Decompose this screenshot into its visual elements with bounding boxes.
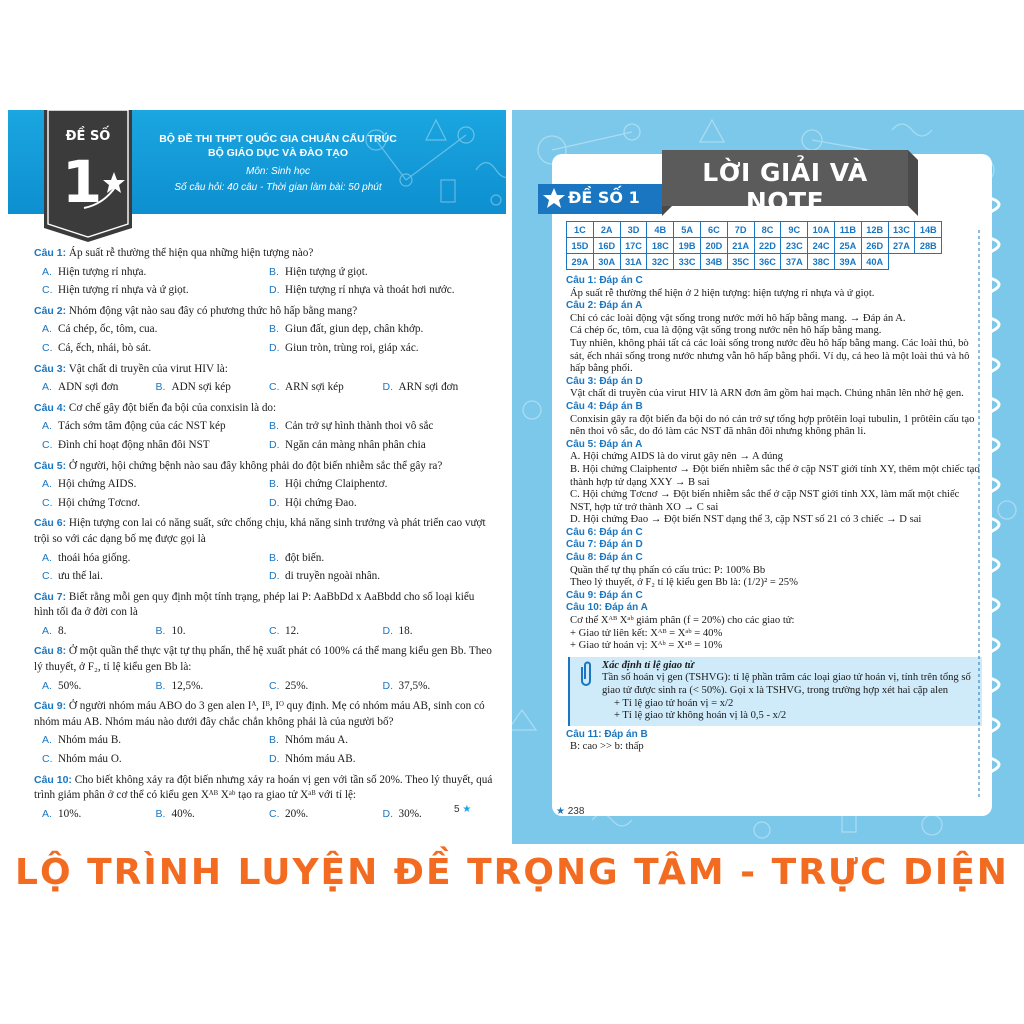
option-letter: C.: [42, 496, 53, 509]
option-letter: B.: [269, 551, 279, 564]
option-text: ARN sợi kép: [285, 381, 344, 394]
answer-option: [42, 283, 269, 299]
option-group: [34, 380, 496, 399]
option-letter: D.: [382, 679, 393, 692]
option-text: 40%.: [171, 807, 195, 820]
answer-cell: 35C: [727, 254, 754, 270]
option-letter: B.: [155, 807, 166, 820]
option-letter: C.: [42, 438, 53, 451]
option-letter: D.: [269, 753, 280, 766]
solution-line: B. Hội chứng Claiphentơ → Đột biến nhiễm sắc thể ở cặp NST giới tính XY, thêm một chiếc tạo thành hợp tử dạng XXY → B sai: [570, 463, 980, 488]
answer-cell: 29A: [567, 254, 594, 270]
answer-option: [383, 380, 497, 396]
question-item: [34, 362, 496, 399]
question-label: Câu 4:: [34, 401, 67, 414]
option-letter: A.: [42, 624, 52, 637]
question-item: [34, 246, 496, 302]
question-body: Hiện tượng con lai có năng suất, sức chống chịu, khả năng sinh trưởng và phát triển cao vượt trội so với các dạng bố mẹ được gọi là: [34, 517, 486, 545]
answer-cell: 20D: [700, 238, 727, 254]
answer-option: [269, 419, 496, 435]
question-label: Câu 1:: [34, 247, 67, 259]
question-label: Câu 2:: [34, 304, 67, 317]
answer-option: [269, 341, 496, 357]
answer-row: [567, 238, 942, 254]
solution-heading: Câu 2: Đáp án A: [566, 300, 643, 312]
option-text: ưu thế lai.: [58, 570, 103, 583]
solution-body: [566, 565, 982, 590]
question-body: Vật chất di truyền của virut HIV là:: [68, 362, 228, 375]
option-text: Cá, ếch, nhái, bò sát.: [58, 341, 152, 354]
answer-option: [42, 265, 269, 281]
option-text: 12.: [285, 624, 299, 637]
option-text: Hội chứng Claiphentơ.: [285, 478, 388, 491]
star-icon: ★: [462, 804, 472, 815]
right-page-number-text: 238: [567, 806, 585, 817]
option-letter: B.: [269, 734, 279, 747]
right-page-number: [556, 806, 584, 817]
left-page: [8, 110, 506, 832]
option-letter: A.: [42, 679, 52, 692]
option-letter: B.: [155, 679, 166, 692]
option-letter: D.: [269, 496, 280, 509]
question-body: Áp suất rễ thường thể hiện qua những hiện tượng nào?: [68, 247, 314, 259]
question-item: [34, 590, 496, 643]
option-text: Nhóm máu A.: [285, 734, 349, 747]
answer-option: [383, 679, 497, 695]
answer-cell: 13C: [888, 222, 915, 238]
option-text: Ngăn cản màng nhân phân chia: [285, 438, 426, 451]
answer-option: [269, 733, 496, 749]
option-group: [34, 419, 496, 456]
solution-heading: Câu 1: Đáp án C: [566, 275, 643, 286]
answer-option: [42, 419, 269, 435]
solution-line: Chỉ có các loài động vật sống trong nước mới hô hấp bằng mang. → Đáp án A.: [570, 312, 906, 324]
question-item: [34, 304, 496, 360]
paperclip-icon: [576, 661, 596, 689]
solution-heading: Câu 10: Đáp án A: [566, 602, 648, 614]
question-label: Câu 5:: [34, 459, 67, 472]
option-text: 10.: [171, 624, 186, 637]
answer-option: [269, 551, 496, 567]
option-letter: A.: [42, 323, 52, 336]
solution-heading: Câu 9: Đáp án C: [566, 589, 643, 601]
question-body: Ở người nhóm máu ABO do 3 gen alen Iᴬ, Iᴮ, Iᴼ quy định. Mẹ có nhóm máu AB, sinh con có nhóm máu AB. Nhóm máu nào dưới đây chắc chắn không phải là của người bố?: [34, 700, 485, 728]
answer-cell: 36C: [754, 254, 781, 270]
option-letter: A.: [42, 478, 52, 491]
question-text: [34, 644, 496, 675]
option-text: 12,5%.: [171, 679, 204, 692]
note-title: Xác định tỉ lệ giao tử: [602, 659, 694, 671]
answer-option: [156, 624, 270, 640]
answer-cell: 3D: [620, 222, 647, 238]
answer-cell: 19B: [674, 238, 701, 254]
option-text: Hội chứng Đao.: [285, 496, 357, 509]
answer-cell: 39A: [834, 254, 861, 270]
option-text: Hội chứng AIDS.: [58, 478, 137, 491]
option-text: 20%.: [285, 807, 309, 820]
solution-line: Vật chất di truyền của virut HIV là ARN đơn âm gồm hai mạch. Chúng nhân lên nhờ hệ gen.: [570, 388, 964, 400]
solution-heading: Câu 7: Đáp án D: [566, 539, 643, 551]
answer-cell: 30A: [593, 254, 620, 270]
option-text: 30%.: [398, 807, 422, 820]
option-text: 18.: [398, 624, 413, 637]
option-text: ADN sợi kép: [171, 381, 231, 394]
question-item: [34, 459, 496, 515]
solution-line: Áp suất rễ thường thể hiện ở 2 hiện tượng: hiện tượng rỉ nhựa và ứ giọt.: [570, 287, 875, 299]
option-text: ARN sợi đơn: [398, 381, 459, 394]
option-letter: C.: [42, 284, 53, 297]
option-text: Hội chứng Tơcnơ.: [58, 496, 141, 509]
solution-line: Quần thể tự thụ phấn có cấu trúc: P: 100% Bb: [570, 564, 766, 576]
question-label: Câu 10:: [34, 773, 72, 786]
answer-option: [269, 477, 496, 493]
question-body: Cơ chế gây đột biến đa bội của conxisin là do:: [68, 401, 277, 414]
answer-option: [42, 322, 269, 338]
question-body: Biết rằng mỗi gen quy định một tính trạng, phép lai P: AaBbDd x AaBbdd cho số loại kiểu hình tối đa ở đời con là: [34, 590, 475, 619]
option-text: Nhóm máu AB.: [285, 753, 356, 766]
answer-option: [42, 807, 156, 823]
option-letter: C.: [42, 570, 53, 583]
option-text: đột biến.: [285, 551, 325, 564]
answer-option: [42, 624, 156, 640]
answer-option: [42, 752, 269, 768]
option-letter: B.: [155, 381, 166, 394]
option-letter: A.: [42, 265, 52, 278]
solution-heading: Câu 4: Đáp án B: [566, 400, 643, 412]
option-letter: A.: [42, 734, 52, 747]
answer-cell: 15D: [567, 238, 594, 254]
question-text: [34, 590, 496, 621]
answer-option: [42, 551, 269, 567]
header-info: Số câu hỏi: 40 câu - Thời gian làm bài: 50 phút: [174, 182, 382, 193]
solution-heading: Câu 3: Đáp án D: [566, 375, 643, 387]
answer-row: [567, 222, 942, 238]
answer-cell: 28B: [915, 238, 942, 254]
option-letter: A.: [42, 807, 52, 820]
option-letter: D.: [269, 438, 280, 451]
option-text: Hiện tượng rỉ nhựa.: [58, 265, 147, 278]
answer-cell: 26D: [861, 238, 888, 254]
answer-cell: 22D: [754, 238, 781, 254]
option-text: Giun tròn, trùng roi, giáp xác.: [285, 341, 419, 354]
answer-option: [156, 380, 270, 396]
footer-slogan: LỘ TRÌNH LUYỆN ĐỀ TRỌNG TÂM - TRỰC DIỆN: [15, 852, 1009, 893]
solution-line: B: cao >> b: thấp: [570, 741, 644, 753]
solution-line: Cơ thể Xᴬᴮ Xᵃᵇ giảm phân (f = 20%) cho các giao tử:: [570, 615, 795, 627]
answer-option: [156, 679, 270, 695]
star-icon: ★: [556, 806, 565, 817]
solution-line: Conxisin gây ra đột biến đa bội do nó cản trở sự tổng hợp prôtêin loại tubulin, 1 prôtêin cấu tạo nên thoi vô sắc, do đó làm các NST đã nhân đôi nhưng không phân li.: [570, 413, 975, 438]
option-letter: D.: [269, 341, 280, 354]
option-text: Đình chỉ hoạt động nhân đôi NST: [58, 438, 210, 451]
solution-heading: Câu 11: Đáp án B: [566, 728, 648, 740]
answer-option: [42, 733, 269, 749]
option-letter: A.: [42, 420, 52, 433]
answer-option: [269, 496, 496, 512]
question-body: Nhóm động vật nào sau đây có phương thức hô hấp bằng mang?: [68, 304, 358, 317]
question-item: [34, 401, 496, 457]
answer-cell: 25A: [834, 238, 861, 254]
solution-line: Cá chép ốc, tôm, cua là động vật sống trong nước nên hô hấp bằng mang.: [570, 325, 882, 337]
option-letter: D.: [382, 624, 393, 637]
answer-cell: 27A: [888, 238, 915, 254]
solution-list: [566, 275, 982, 754]
header-line-1: BỘ ĐỀ THI THPT QUỐC GIA CHUẨN CẤU TRÚC: [159, 133, 397, 145]
answer-cell: 8C: [754, 222, 781, 238]
option-group: [34, 807, 496, 826]
answer-key-table: [566, 221, 942, 270]
answer-cell: 40A: [861, 254, 888, 270]
question-label: Câu 3:: [34, 362, 67, 375]
option-group: [34, 322, 496, 359]
answer-option: [42, 496, 269, 512]
solution-body: [566, 414, 982, 439]
exam-number-badge: [44, 110, 132, 242]
option-letter: A.: [42, 551, 52, 564]
answer-cell: 10A: [808, 222, 835, 238]
option-letter: D.: [269, 284, 280, 297]
answer-cell: 31A: [620, 254, 647, 270]
option-text: ADN sợi đơn: [58, 381, 119, 394]
solution-heading: Câu 5: Đáp án A: [566, 438, 643, 450]
option-letter: B.: [269, 478, 279, 491]
answer-cell: 21A: [727, 238, 754, 254]
note-line: + Tỉ lệ giao tử hoán vị = x/2: [614, 697, 734, 709]
solution-title: LỜI GIẢI VÀ NOTE: [702, 158, 868, 216]
solution-heading: Câu 8: Đáp án C: [566, 552, 643, 564]
question-text: [34, 773, 496, 804]
question-text: [34, 516, 496, 547]
answer-option: [269, 752, 496, 768]
option-letter: C.: [42, 753, 53, 766]
question-text: [34, 459, 496, 475]
question-item: [34, 516, 496, 587]
question-label: Câu 7:: [34, 590, 67, 603]
answer-option: [42, 679, 156, 695]
answer-option: [269, 265, 496, 281]
answer-cell: 37A: [781, 254, 808, 270]
right-page: [512, 110, 1024, 844]
answer-option: [42, 380, 156, 396]
option-letter: B.: [269, 420, 279, 433]
option-text: di truyền ngoài nhân.: [285, 570, 381, 583]
answer-cell: 12B: [861, 222, 888, 238]
answer-cell: 16D: [593, 238, 620, 254]
option-text: 37,5%.: [398, 679, 431, 692]
answer-cell: 38C: [808, 254, 835, 270]
option-group: [34, 679, 496, 698]
question-text: [34, 401, 496, 417]
question-label: Câu 9:: [34, 700, 67, 713]
answer-option: [269, 807, 383, 823]
option-letter: A.: [42, 381, 52, 394]
option-group: [34, 265, 496, 302]
option-letter: B.: [269, 323, 279, 336]
solution-line: C. Hội chứng Tơcnơ → Đột biến nhiễm sắc thể ở cặp NST giới tính XX, làm mất một chiếc NST, hợp tử trở thành XO → C sai: [570, 489, 960, 513]
option-letter: C.: [269, 624, 280, 637]
answer-cell: 17C: [620, 238, 647, 254]
answer-cell: 1C: [567, 222, 594, 238]
answer-option: [383, 624, 497, 640]
option-text: 8.: [58, 624, 67, 637]
answer-cell: 2A: [593, 222, 620, 238]
solution-line: A. Hội chứng AIDS là do virut gây nên → A đúng: [570, 451, 783, 463]
note-box: [568, 657, 982, 726]
answer-cell: 23C: [781, 238, 808, 254]
answer-option: [42, 438, 269, 454]
option-group: [34, 733, 496, 770]
option-text: 10%.: [58, 807, 82, 820]
answer-option: [42, 569, 269, 585]
answer-cell: 24C: [808, 238, 835, 254]
option-text: Nhóm máu O.: [58, 753, 122, 766]
question-list: [34, 246, 496, 827]
option-letter: D.: [382, 807, 393, 820]
question-text: [34, 246, 496, 262]
answer-cell: 7D: [727, 222, 754, 238]
option-group: [34, 551, 496, 588]
option-text: thoái hóa giống.: [58, 551, 131, 564]
question-text: [34, 699, 496, 730]
header-line-2: BỘ GIÁO DỤC VÀ ĐÀO TẠO: [207, 147, 348, 159]
option-letter: D.: [382, 381, 393, 394]
solution-line: Tuy nhiên, không phải tất cả các loài sống trong nước đều hô hấp bằng mang. Các loài thú, bò sát, ếch nhái sống trong nước nhưng vẫn hô hấp bằng phổi. Ví dụ, cá heo là một loài thú và hô hấp bằng phổi.: [570, 337, 970, 375]
answer-option: [269, 569, 496, 585]
solution-body: [566, 451, 982, 527]
option-text: Cản trở sự hình thành thoi vô sắc: [285, 420, 434, 433]
option-group: [34, 624, 496, 643]
question-label: Câu 8:: [34, 645, 67, 658]
answer-cell: 18C: [647, 238, 674, 254]
answer-option: [383, 807, 497, 823]
solution-body: [566, 288, 982, 301]
option-text: Hiện tượng ứ giọt.: [285, 265, 368, 278]
answer-option: [269, 380, 383, 396]
option-letter: B.: [155, 624, 166, 637]
option-group: [34, 477, 496, 514]
solution-line: + Giao tử hoán vị: Xᴬᵇ = Xᵃᴮ = 10%: [570, 640, 723, 652]
answer-option: [269, 322, 496, 338]
question-item: [34, 644, 496, 697]
answer-cell: 5A: [674, 222, 701, 238]
section-title: ĐỀ SỐ 1: [568, 188, 640, 207]
answer-cell: 6C: [700, 222, 727, 238]
answer-cell: 34B: [700, 254, 727, 270]
option-letter: D.: [269, 570, 280, 583]
solution-body: [566, 388, 982, 401]
left-page-number-text: 5: [454, 804, 460, 815]
answer-row: [567, 254, 942, 270]
option-text: Nhóm máu B.: [58, 734, 122, 747]
solution-line: D. Hội chứng Đao → Đột biến NST dạng thể 3, cặp NST số 21 có 3 chiếc → D sai: [570, 514, 922, 526]
answer-cell: 11B: [834, 222, 861, 238]
note-line: + Tỉ lệ giao tử không hoán vị là 0,5 - x/2: [614, 710, 787, 722]
option-text: Cá chép, ốc, tôm, cua.: [58, 323, 158, 336]
answer-cell: 4B: [647, 222, 674, 238]
option-text: 25%.: [285, 679, 309, 692]
solution-line: Theo lý thuyết, ở F₂ tỉ lệ kiểu gen Bb là: (1/2)² = 25%: [570, 577, 798, 589]
question-text: [34, 362, 496, 378]
option-text: Giun đất, giun dẹp, chân khớp.: [285, 323, 424, 336]
answer-option: [156, 807, 270, 823]
answer-option: [269, 679, 383, 695]
left-page-number: [454, 804, 471, 815]
header-text: [148, 132, 408, 193]
badge-number: 1: [61, 148, 103, 216]
question-text: [34, 304, 496, 320]
answer-option: [42, 477, 269, 493]
question-label: Câu 6:: [34, 517, 67, 530]
answer-cell: 9C: [781, 222, 808, 238]
answer-option: [269, 624, 383, 640]
solution-body: [566, 615, 982, 653]
option-letter: B.: [269, 265, 279, 278]
solution-line: + Giao tử liên kết: Xᴬᴮ = Xᵃᵇ = 40%: [570, 627, 723, 639]
option-letter: C.: [269, 679, 280, 692]
solution-heading: Câu 6: Đáp án C: [566, 526, 643, 538]
option-letter: C.: [269, 381, 280, 394]
answer-cell: 32C: [647, 254, 674, 270]
answer-option: [269, 438, 496, 454]
question-item: [34, 773, 496, 826]
option-text: Hiện tượng rỉ nhựa và thoát hơi nước.: [285, 284, 455, 297]
question-body: Ở người, hội chứng bệnh nào sau đây không phải do đột biến nhiễm sắc thể gây ra?: [68, 459, 443, 472]
answer-option: [269, 283, 496, 299]
question-item: [34, 699, 496, 770]
option-text: Tách sớm tâm động của các NST kép: [58, 420, 226, 433]
answer-cell: 33C: [674, 254, 701, 270]
option-text: 50%.: [58, 679, 82, 692]
solution-body: [566, 741, 982, 754]
answer-option: [42, 341, 269, 357]
note-line: Tần số hoán vị gen (TSHVG): tỉ lệ phần trăm các loại giao tử hoán vị, tính trên tổng số giao tử được sinh ra (< 50%). Gọi x là TSHVG, trong trường hợp xét hai cặp alen: [602, 672, 971, 696]
option-letter: C.: [42, 341, 53, 354]
badge-label: ĐỀ SỐ: [65, 129, 111, 144]
question-body: Cho biết không xảy ra đột biến nhưng xảy ra hoán vị gen với tần số 20%. Theo lý thuyết, quá trình giảm phân ở cơ thể có kiểu gen Xᴬᴮ Xᵃᵇ tạo ra giao tử Xᵃᴮ với tỉ lệ:: [34, 773, 493, 802]
option-letter: C.: [269, 807, 280, 820]
question-body: Ở một quần thể thực vật tự thụ phấn, thế hệ xuất phát có 100% cá thể mang kiểu gen Bb. Theo lý thuyết, ở F₂, tỉ lệ kiểu gen Bb là:: [34, 645, 492, 674]
option-text: Hiện tượng rỉ nhựa và ứ giọt.: [58, 284, 189, 297]
solution-body: [566, 313, 982, 376]
header-subject: Môn: Sinh học: [246, 166, 310, 177]
answer-cell: 14B: [915, 222, 942, 238]
